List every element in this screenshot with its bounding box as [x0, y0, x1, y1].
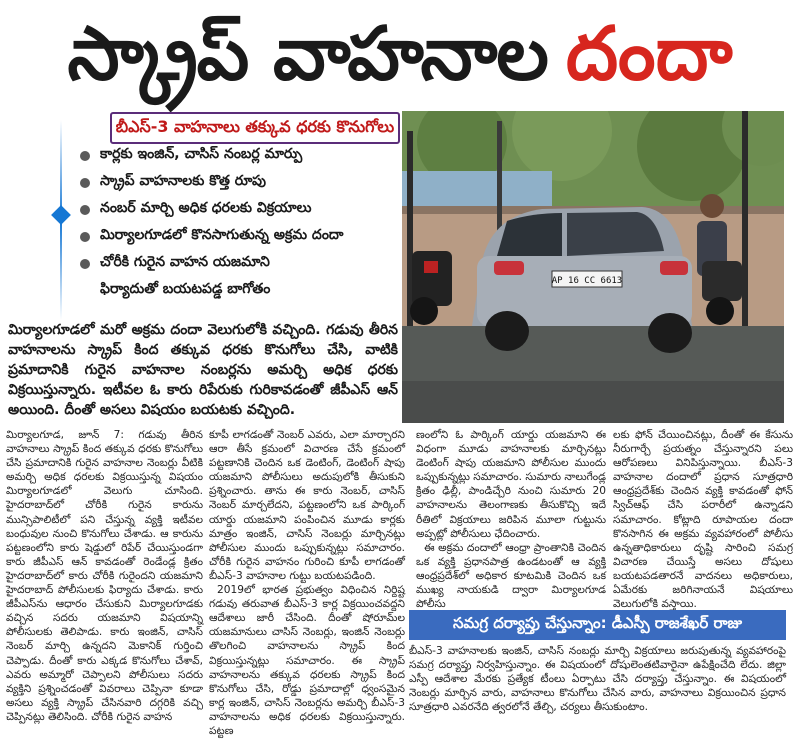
bullet-text: చోరీకి గురైన వాహన యజమాని: [100, 254, 270, 270]
bullet-dot-icon: [80, 232, 90, 242]
bullet-item-continuation: [80, 281, 400, 308]
bullet-text: కార్లకు ఇంజిన్‌, చాసిస్‌ నంబర్ల మార్పు: [100, 146, 303, 162]
article-paragraph: లకు ఫోన్‌ చేయించినట్లు, దీంతో ఈ కేసును నీరుగార్చే ప్రయత్నం చేస్తున్నారని పలు ఆరోపణలు వినిపిస్తున్నాయి. బీఎస్‌-3 వాహనాల దందాలో ప్రధాన సూత్రధారి ఆంధ్రప్రదేశ్‌కు చెందిన వ్యక్తి కావడంతో ఫోన్‌ స్విచ్‌ఆఫ్‌ చేసి పరారీలో ఉన్నాడని సమాచారం. కోట్లాది రూపాయల దందా కొనసాగిన ఈ అక్రమ వ్యవహారంలో పోలీసు ఉన్నతాధికారులు దృష్టి సారించి సమగ్ర విచారణ చేయిస్తే అసలు దోషులు బయటపడతారనే వాదనలు అధికారులు, ఏమేరకు జరిగినాయనే విషయాలు వెలుగులోకి వస్తాయి.: [613, 429, 793, 611]
article-column-3: [416, 428, 606, 611]
quote-heading: సమగ్ర దర్యాప్తు చేస్తున్నాం: డీఎస్పీ రాజశేఖర్‌ రాజు: [452, 614, 743, 632]
article-paragraph: మిర్యాలగూడ, జూన్‌ 7: గడువు తీరిన వాహనాలు స్క్రాప్‌ కింద తక్కువ ధరకు కొనుగోలు చేసి ప్రమాదానికి గురైన వాహనాల నెంబర్లు వీటికి అమర్చి అధిక ధరలకు విక్రయిస్తున్న విషయం మిర్యాలగూడలో వెలుగు చూసింది. హైదరాబాద్‌లో చోరీకి గురైన కారును మున్సిపాలిటీలో పని చేస్తున్న వ్యక్తి ఇటీవల బంధువుల నుంచి కొనుగోలు చేశాడు. ఆ కారును పట్టణంలోని కారు షెడ్డులో రిపేర్‌ చేయిస్తుండగా కారు జీపీఎస్‌ ఆన్‌ కావడంతో రెండేండ్ల క్రితం హైదరాబాద్‌లో కారు చోరీకి గురైందని యజమాని హైదరాబాద్‌ పోలీసులకు ఫిర్యాదు చేశాడు. కారు జీపీఎస్‌ను ఆధారం చేసుకుని మిర్యాలగూడకు వచ్చిన సదరు యజమాని విషయాన్ని పోలీసులకు తెలిపాడు. కారు ఇంజిన్‌, చాసిస్‌ నెంబర్‌ మార్చి ఉన్నదని మెకానిక్‌ గుర్తించి చెప్పాడు. దీంతో కారు ఎక్కడ కొనుగోలు చేశావ్‌, ఎవరు అమ్మారో చెప్పాలని పోలీసులు సదరు వ్యక్తిని ప్రశ్నించడంతో వివరాలు చెప్పినా కూడా అసలు వ్యక్తి స్క్రాప్‌ చేసినవారి దగ్గరికి వచ్చి చెప్పినట్లు తెలిసింది. చోరీకి గురైన వాహన: [6, 429, 203, 723]
bullet-list: [80, 146, 400, 308]
bullet-dot-icon: [80, 151, 90, 161]
diamond-icon: [51, 205, 71, 225]
bullet-item: [80, 254, 400, 281]
car-photo-illustration: [402, 111, 784, 423]
bullet-text: ఫిర్యాదుతో బయటపడ్డ బాగోతం: [100, 281, 271, 297]
bullet-dot-icon: [80, 259, 90, 269]
article-column-1: [6, 428, 203, 724]
article-column-2: [209, 428, 405, 738]
bullet-text: స్క్రాప్‌ వాహనాలకు కొత్త రూపు: [100, 173, 266, 189]
headline-part1: స్క్రాప్ వాహనాల: [67, 11, 548, 97]
bullet-item: [80, 227, 400, 254]
subhead-box: [110, 112, 400, 144]
bullet-text: నంబర్‌ మార్చి అధిక ధరలకు విక్రయాలు: [100, 200, 312, 216]
bullet-text: మిర్యాలగూడలో కొనసాగుతున్న అక్రమ దందా: [100, 227, 344, 243]
quote-paragraph: బీఎస్‌-3 వాహనాలకు ఇంజిన్‌, చాసిస్‌ నంబర్లు మార్చి విక్రయాలు జరుపుతున్న వ్యవహారంపై సమగ్ర దర్యాప్తు నిర్వహిస్తున్నాం. ఈ విషయంలో దోషులెంతటివారైనా ఉపేక్షించేది లేదు. జిల్లా ఎస్పీ ఆదేశాల మేరకు ప్రత్యేక టీంలు ఏర్పాటు చేసి దర్యాప్తు చేస్తున్నాం. ఈ విషయంలో నెంబర్లు మార్చిన వారు, వాహనాలు కొనుగోలు చేసిన వారు, వాహనాలు విక్రయించిన ప్రధాన సూత్రధారి ఎవరనేది త్వరలోనే తేల్చి, చర్యలు తీసుకుంటాం.: [409, 645, 786, 714]
bullet-dot-icon: [80, 178, 90, 188]
bullet-dot-icon: [80, 205, 90, 215]
quote-banner: [409, 610, 786, 640]
headline: [0, 0, 800, 108]
bullet-item: [80, 146, 400, 173]
subhead: బీఎస్‌-3 వాహనాలు తక్కువ ధరకు కొనుగోలు: [115, 116, 395, 136]
article-paragraph: ఈ అక్రమ దందాలో ఆంధ్రా ప్రాంతానికి చెందిన ఒక వ్యక్తి ప్రధానపాత్ర ఉండటంతో ఆ వ్యక్తి ఆంధ్రప్రదేశ్‌లో అధికార కూటమికి చెందిన ఒక ముఖ్య నాయకుడి ద్వారా మిర్యాలగూడ పోలీసు: [416, 541, 606, 611]
bullet-item: [80, 173, 400, 200]
article-column-4: [613, 428, 793, 611]
headline-part2: దందా: [565, 11, 733, 97]
article-paragraph: ణంలోని ఓ పార్కింగ్‌ యార్డు యజమాని ఈ విధంగా మూడు వాహనాలకు మార్చినట్లు డెంటింగ్‌ షాపు యజమాని పోలీసుల ముందు ఒప్పుకున్నట్లు సమాచారం. సుమారు నాలుగేండ్ల క్రితం ఢిల్లీ, పాండిచ్చేరి నుంచి సుమారు 20 వాహనాలను తెలంగాణకు తీసుకొచ్చి ఇదే రీతిలో విక్రయాలు జరిపిన మూలా గుట్టును అప్పట్లో పోలీసులు ఛేదించారు.: [416, 429, 606, 540]
news-photo: [402, 111, 784, 423]
lead-paragraph: మిర్యాలగూడలో మరో అక్రమ దందా వెలుగులోకి వచ్చింది. గడువు తీరిన వాహనాలను స్క్రాప్‌ కింద తక్కువ ధరకు కొనుగోలు చేసి, వాటికి ప్రమాదానికి గురైన వాహనాల నంబర్లను అమర్చి అధిక ధరకు విక్రయిస్తున్నారు. ఇటీవల ఓ కారు రిపేరుకు గురికావడంతో జీపీఎస్‌ ఆన్‌ అయింది. దీంతో అసలు విషయం బయటకు వచ్చింది.: [8, 322, 398, 418]
bullet-item: [80, 200, 400, 227]
license-plate: AP 16 CC 6613: [551, 276, 623, 286]
article-paragraph: కూపీ లాగడంతో నెంబర్‌ ఎవరు, ఎలా మార్చారని ఆరా తీసే క్రమంలో విచారణ చేసే క్రమంలో పట్టణానికి చెందిన ఒక డెంటింగ్‌, డెంటింగ్‌ షాపు యజమాని పోలీసులు అదుపులోకి తీసుకుని ప్రశ్నించారు. తాను ఈ కారు నెంబర్‌, చాసిస్‌ నెంబర్‌ మార్చలేదని, పట్టణంలోని ఒక పార్కింగ్‌ యార్డు యజమాని పంపించిన మూడు కార్లకు మాత్రం ఇంజిన్‌, చాసిస్‌ నెంబర్లు మార్చినట్లు పోలీసుల ముందు ఒప్పుకున్నట్లు సమాచారం. చోరీకి గురైన వాహనం గురించి కూపీ లాగడంతో బీఎస్‌-3 వాహనాల గుట్టు బయటపడింది.: [209, 429, 405, 582]
article-paragraph: 2019లో భారత ప్రభుత్వం విధించిన నిర్దిష్ట గడువు తరువాత బీఎస్‌-3 కార్ల విక్రయించవద్దని ఆదేశాలు జారీ చేసింది. దీంతో షోరూమ్‌ల యజమానులు చాసిస్‌ నెంబర్లు, ఇంజిన్‌ నెంబర్లు తొలగించి వాహనాలను స్క్రాప్‌ కింద విక్రయిస్తున్నట్లు సమాచారం. ఈ స్క్రాప్‌ వాహనాలను తక్కువ ధరలకు స్క్రాప్‌ కింద కొనుగోలు చేసి, రోడ్డు ప్రమాదాల్లో ధ్వంసమైన కార్ల ఇంజిన్‌, చాసిస్‌ నెంబర్లను అమర్చి బీఎస్‌-3 వాహనాలను అధిక ధరలకు విక్రయిస్తున్నారు. పట్టణ: [209, 584, 405, 737]
